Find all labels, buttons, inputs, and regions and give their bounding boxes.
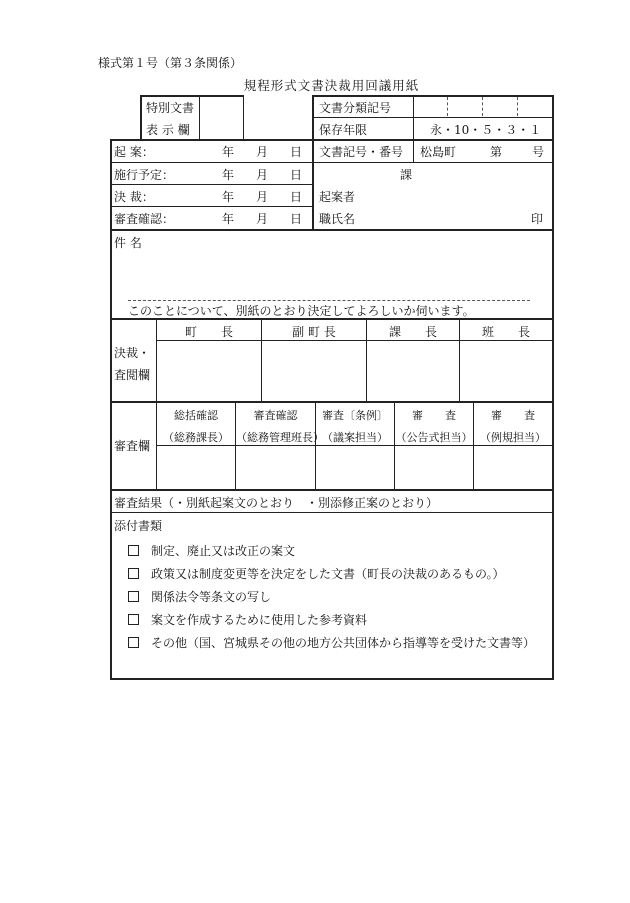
checkbox-icon[interactable] xyxy=(128,614,139,625)
review-col-1-bottom: （総務課長） xyxy=(163,431,229,444)
special-label-1: 特別文書 xyxy=(146,101,195,115)
attachments-label: 添付書類 xyxy=(114,519,163,533)
row-draft-label: 起 案： xyxy=(114,145,154,159)
approval-col-section: 課 長 xyxy=(388,325,437,339)
retention-label: 保存年限 xyxy=(319,123,368,137)
review-col-5-bottom: （例規担当） xyxy=(480,431,546,444)
row-enforce-year: 年 xyxy=(222,168,235,182)
row-approve-label: 決 裁： xyxy=(114,190,154,204)
review-col-2-bottom: （総務管理班長） xyxy=(236,431,324,444)
row-review-label: 審査確認： xyxy=(114,212,175,226)
approval-label-1: 決裁・ xyxy=(114,346,151,360)
row-approve-day: 日 xyxy=(290,190,303,204)
doc-number-go: 号 xyxy=(532,145,545,159)
attachment-item xyxy=(128,611,367,628)
row-review-year: 年 xyxy=(222,212,235,226)
approval-label-2: 査閲欄 xyxy=(114,368,151,382)
row-enforce-label: 施行予定： xyxy=(114,168,175,182)
attachment-item-text: その他（国、宮城県その他の地方公共団体から指導等を受けた文書等） xyxy=(151,636,536,650)
attachment-item-text: 制定、廃止又は改正の案文 xyxy=(151,544,296,558)
row-review-day: 日 xyxy=(290,212,303,226)
attachment-item-text: 関係法令等条文の写し xyxy=(151,590,272,604)
review-col-4-bottom: （公告式担当） xyxy=(395,431,473,444)
row-draft-year: 年 xyxy=(222,145,235,159)
row-approve-year: 年 xyxy=(222,190,235,204)
checkbox-icon[interactable] xyxy=(128,591,139,602)
attachment-item xyxy=(128,565,505,582)
review-col-3-top: 審査〔条例〕 xyxy=(322,409,388,422)
drafter-label: 起案者 xyxy=(319,190,356,204)
checkbox-icon[interactable] xyxy=(128,545,139,556)
review-col-1-top: 総括確認 xyxy=(174,409,218,422)
attachment-item-text: 案文を作成するために使用した参考資料 xyxy=(151,613,368,627)
form-title: 規程形式文書決裁用回議用紙 xyxy=(243,78,420,93)
review-result: 審査結果（・別紙起案文のとおり ・別添修正案のとおり） xyxy=(114,496,439,510)
checkbox-icon[interactable] xyxy=(128,568,139,579)
row-enforce-month: 月 xyxy=(256,168,269,182)
approval-col-team: 班 長 xyxy=(481,325,530,339)
row-approve-month: 月 xyxy=(256,190,269,204)
attachment-item xyxy=(128,588,271,605)
position-name-label: 職氏名 xyxy=(319,212,356,226)
subject-label: 件 名 xyxy=(114,236,142,250)
review-col-3-bottom: （議案担当） xyxy=(322,431,388,444)
retention-value: 永・10・５・３・１ xyxy=(430,123,542,137)
review-label: 審査欄 xyxy=(114,439,151,453)
doc-number-dai: 第 xyxy=(490,145,503,159)
section-ka: 課 xyxy=(400,168,413,182)
doc-number-prefix: 松島町 xyxy=(420,145,457,159)
row-draft-month: 月 xyxy=(256,145,269,159)
attachment-item xyxy=(128,634,535,651)
classification-label: 文書分類記号 xyxy=(319,101,392,115)
seal-mark: 印 xyxy=(531,212,544,226)
review-col-4-top: 審 査 xyxy=(412,409,456,422)
review-col-5-top: 審 査 xyxy=(491,409,535,422)
checkbox-icon[interactable] xyxy=(128,637,139,648)
attachment-item-text: 政策又は制度変更等を決定をした文書（町長の決裁のあるもの。） xyxy=(151,567,505,581)
form-number: 様式第１号（第３条関係） xyxy=(98,56,243,70)
special-label-2: 表 示 欄 xyxy=(146,123,190,137)
review-col-2-top: 審査確認 xyxy=(253,409,298,422)
row-enforce-day: 日 xyxy=(290,168,303,182)
doc-number-label: 文書記号・番号 xyxy=(319,145,404,159)
approval-col-mayor: 町 長 xyxy=(184,325,233,339)
approval-col-deputy: 副 町 長 xyxy=(292,325,336,339)
row-draft-day: 日 xyxy=(290,145,303,159)
attachment-item xyxy=(128,542,295,559)
subject-text: このことについて、別紙のとおり決定してよろしいか伺います。 xyxy=(128,304,475,318)
row-review-month: 月 xyxy=(256,212,269,226)
